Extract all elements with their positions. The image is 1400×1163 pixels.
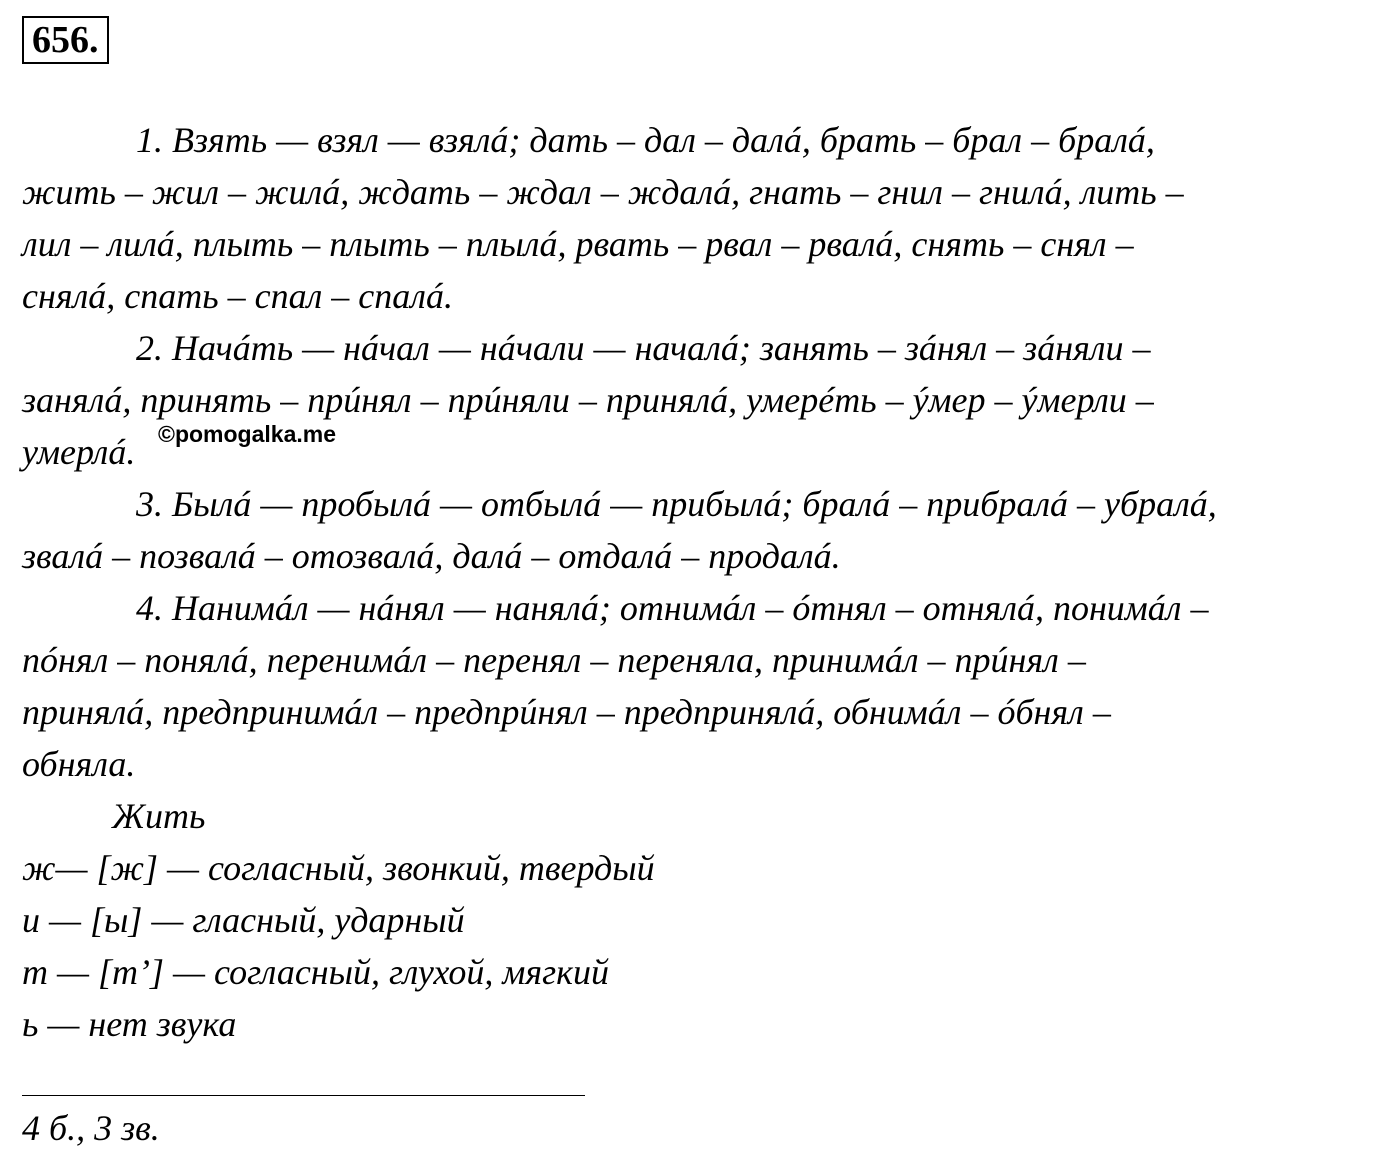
paragraph-4-line-3: принялá, предпринимáл – предпрúнял – предпринялá, обнимáл – óбнял – bbox=[22, 692, 1111, 732]
paragraph-1-line-1: 1. Взять — взял — взялá; дать – дал – далá, брать – брал – бралá, bbox=[136, 120, 1155, 160]
paragraph-2-line-1: 2. Начáть — нáчал — нáчали — началá; занять – зáнял – зáняли – bbox=[136, 328, 1151, 368]
analysis-row: ж— [ж] — согласный, звонкий, твердый bbox=[22, 848, 655, 888]
paragraph-2-line-3: умерлá. bbox=[22, 432, 136, 472]
paragraph-3-line-2: звалá – позвалá – отозвалá, далá – отдалá – продалá. bbox=[22, 536, 841, 576]
paragraph-3-line-1: 3. Былá — пробылá — отбылá — прибылá; бралá – прибралá – убралá, bbox=[136, 484, 1217, 524]
analysis-word: Жить bbox=[112, 796, 206, 836]
paragraph-4-line-4: обняла. bbox=[22, 744, 136, 784]
paragraph-1-line-2: жить – жил – жилá, ждать – ждал – ждалá, гнать – гнил – гнилá, лить – bbox=[22, 172, 1184, 212]
analysis-row: и — [ы] — гласный, ударный bbox=[22, 900, 465, 940]
task-number: 656. bbox=[22, 16, 109, 64]
footnote-divider bbox=[22, 1095, 585, 1096]
analysis-row: ь — нет звука bbox=[22, 1004, 237, 1044]
paragraph-1-line-4: снялá, спать – спал – спалá. bbox=[22, 276, 453, 316]
footnote: 4 б., 3 зв. bbox=[22, 1108, 160, 1148]
watermark: ©pomogalka.me bbox=[158, 421, 336, 447]
paragraph-2-line-2: занялá, принять – прúнял – прúняли – принялá, умерéть – ýмер – ýмерли – bbox=[22, 380, 1154, 420]
paragraph-4-line-2: пóнял – понялá, перенимáл – перенял – переняла, принимáл – прúнял – bbox=[22, 640, 1086, 680]
paragraph-1-line-3: лил – лилá, плыть – плыть – плылá, рвать – рвал – рвалá, снять – снял – bbox=[22, 224, 1134, 264]
paragraph-4-line-1: 4. Нанимáл — нáнял — нанялá; отнимáл – óтнял – отнялá, понимáл – bbox=[136, 588, 1209, 628]
analysis-row: т — [т’] — согласный, глухой, мягкий bbox=[22, 952, 610, 992]
